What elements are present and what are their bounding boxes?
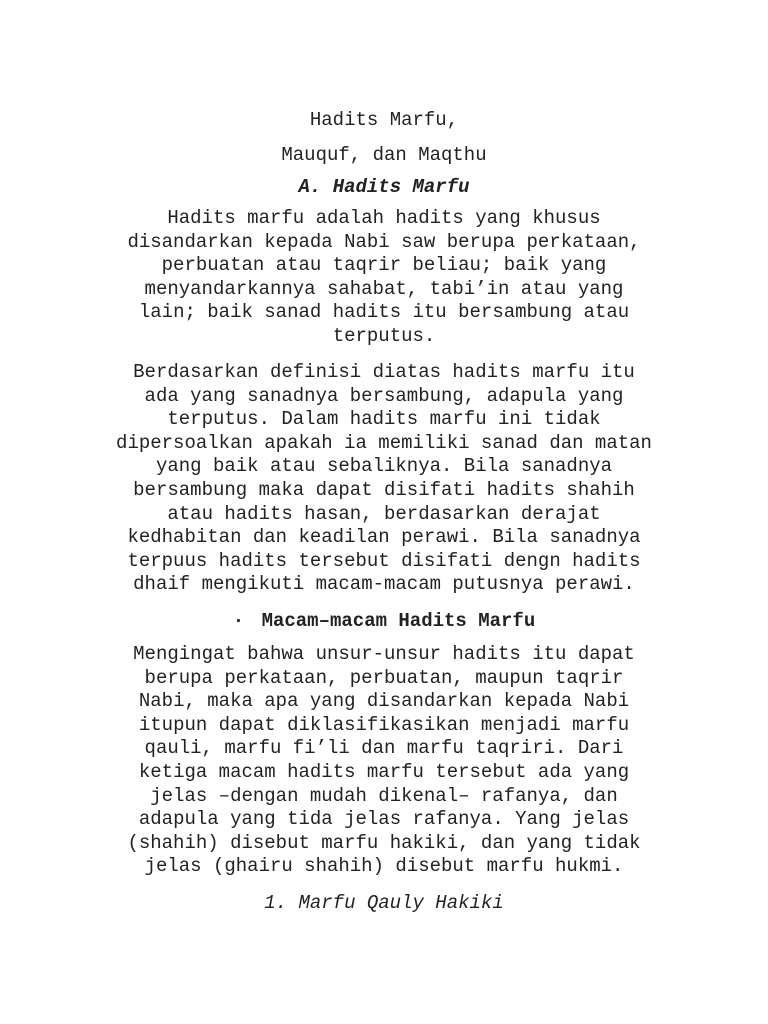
paragraph-line: qauli, marfu fi’li dan marfu taqriri. Dari — [144, 737, 624, 760]
paragraph-line: terpuus hadits tersebut disifati dengn hadits — [127, 549, 641, 572]
paragraph-line: kedhabitan dan keadilan perawi. Bila sanadnya — [127, 526, 641, 549]
paragraph-line: ketiga macam hadits marfu tersebut ada yang — [138, 760, 630, 783]
paragraph-line: Mengingat bahwa unsur-unsur hadits itu dapat — [133, 643, 635, 665]
paragraph-line: disandarkan kepada Nabi saw berupa perkataan, — [127, 230, 641, 253]
paragraph-line: jelas (ghairu shahih) disebut marfu hukmi. — [144, 855, 624, 878]
paragraph-line: Nabi, maka apa yang disandarkan kepada Nabi — [138, 690, 630, 713]
paragraph-line: dhaif mengikuti macam-macam putusnya perawi. — [133, 573, 635, 596]
paragraph-line: bersambung maka dapat disifati hadits shahih — [133, 478, 635, 501]
paragraph-line: lain; baik sanad hadits itu bersambung atau — [138, 301, 630, 324]
paragraph-line: (shahih) disebut marfu hakiki, dan yang tidak — [127, 831, 641, 854]
macam-heading-text: Macam–macam Hadits Marfu — [261, 610, 536, 632]
paragraph-line: jelas –dengan mudah dikenal– rafanya, dan — [150, 784, 618, 807]
paragraph-line: menyandarkannya sahabat, tabi’in atau yang — [144, 277, 624, 300]
section-a-paragraph-2 — [0, 361, 768, 597]
paragraph-line: terputus. — [332, 324, 436, 347]
paragraph-line: itupun dapat diklasifikasikan menjadi marfu — [138, 713, 630, 736]
title-line-2: Mauquf, dan Maqthu — [281, 144, 487, 166]
paragraph-line: adapula yang tida jelas rafanya. Yang jelas — [138, 808, 630, 831]
paragraph-line: yang baik atau sebaliknya. Bila sanadnya — [155, 455, 613, 478]
paragraph-line: berupa perkataan, perbuatan, maupun taqrir — [144, 666, 624, 689]
paragraph-line: atau hadits hasan, berdasarkan derajat — [167, 502, 601, 525]
macam-paragraph — [0, 643, 768, 879]
paragraph-line: Hadits marfu adalah hadits yang khusus — [167, 207, 601, 229]
paragraph-line: dipersoalkan apakah ia memiliki sanad dan matan — [116, 431, 652, 454]
paragraph-line: perbuatan atau taqrir beliau; baik yang — [161, 254, 607, 277]
macam-heading — [0, 609, 768, 633]
paragraph-line: ada yang sanadnya bersambung, adapula yang — [144, 384, 624, 407]
paragraph-line: terputus. Dalam hadits marfu ini tidak — [167, 408, 601, 431]
title-line-1: Hadits Marfu, — [309, 109, 459, 131]
bullet-glyph: · — [232, 610, 245, 632]
paragraph-line: Berdasarkan definisi diatas hadits marfu itu — [133, 361, 635, 383]
section-a-heading: A. Hadits Marfu — [298, 176, 470, 198]
section-a-paragraph-1 — [0, 207, 768, 349]
subsection-1-heading: 1. Marfu Qauly Hakiki — [264, 892, 504, 914]
